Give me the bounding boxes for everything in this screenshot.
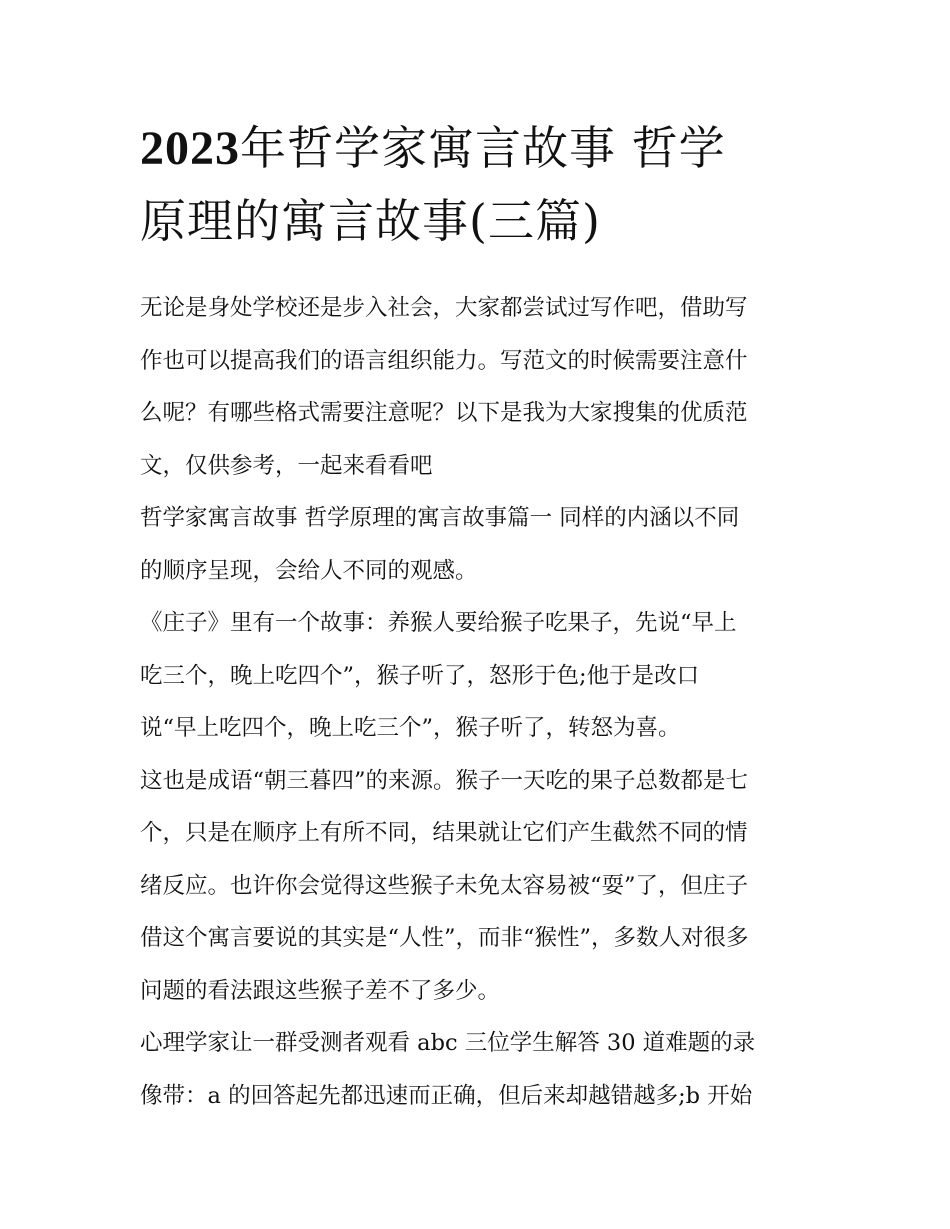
document-title [140, 112, 830, 257]
paragraph-intro: 无论是身处学校还是步入社会，大家都尝试过写作吧，借助写 作也可以提高我们的语言组织能力。写范文的时候需要注意什 么呢？有哪些格式需要注意呢？以下是我为大家搜集的优质范 文，仅供参考，一起来看看吧 [140, 295, 748, 479]
title-year: 2023 [140, 122, 240, 175]
title-text: 年哲学家寓言故事 哲学 原理的寓言故事(三篇) [140, 121, 726, 248]
paragraph-psychology: 心理学家让一群受测者观看 abc 三位学生解答 30 道难题的录 像带：a 的回答起先都迅速而正确，但后来却越错越多;b 开始 [140, 1030, 756, 1109]
document-body [140, 282, 815, 1122]
paragraph-origin: 这也是成语“朝三暮四”的来源。猴子一天吃的果子总数都是七 个，只是在顺序上有所不同，结果就让它们产生截然不同的情 绪反应。也许你会觉得这些猴子未免太容易被“耍”了，但庄子 借这个寓言要说的其实是“人性”，而非“猴性”，多数人对很多 问题的看法跟这些猴子差不了多少。 [140, 767, 749, 1004]
paragraph-zhuangzi: 《庄子》里有一个故事：养猴人要给猴子吃果子，先说“早上 吃三个，晚上吃四个”，猴子听了，怒形于色;他于是改口 说“早上吃四个，晚上吃三个”，猴子听了，转怒为喜。 [140, 610, 737, 741]
paragraph-story-heading: 哲学家寓言故事 哲学原理的寓言故事篇一 同样的内涵以不同 的顺序呈现，会给人不同的观感。 [140, 505, 740, 584]
